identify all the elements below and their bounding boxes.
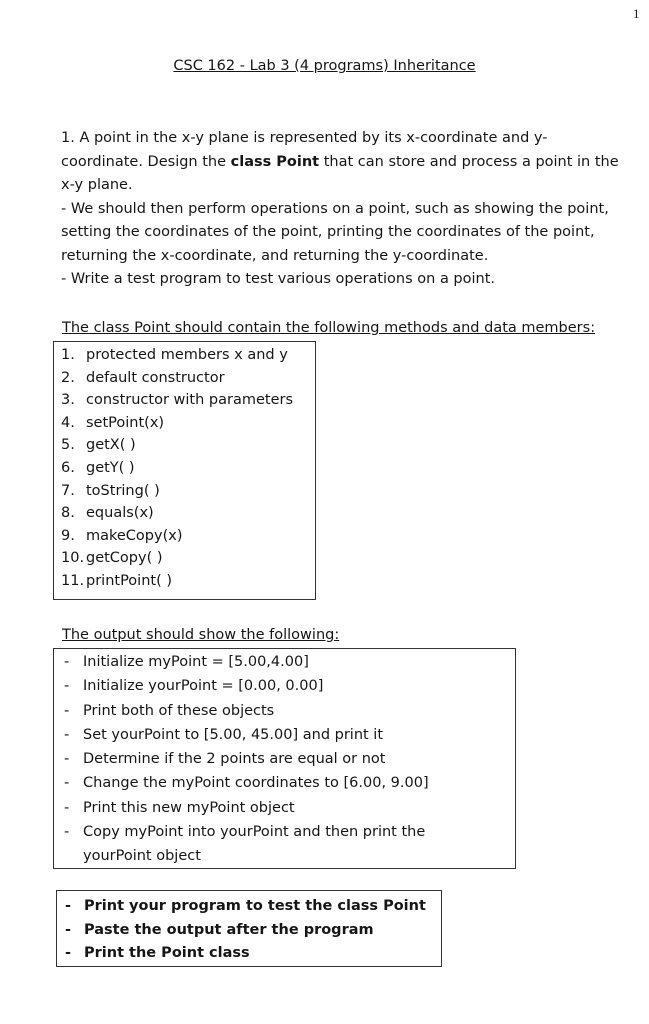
class-members-heading: The class Point should contain the following methods and data members: xyxy=(62,320,596,336)
description-line: 1. A point in the x-y plane is represented by its x-coordinate and y- xyxy=(61,130,548,146)
member-item: 1. protected members x and y xyxy=(61,347,288,363)
description-line: - Write a test program to test various operations on a point. xyxy=(61,271,496,287)
problem-description xyxy=(61,127,641,292)
output-heading: The output should show the following: xyxy=(62,627,340,643)
member-item: 6. getY( ) xyxy=(61,459,135,476)
output-item: - Initialize myPoint = [5.00,4.00] xyxy=(64,654,309,670)
member-item: 8. equals(x) xyxy=(61,505,154,522)
task-item: - Print the Point class xyxy=(65,945,250,961)
member-item: 10. getCopy( ) xyxy=(61,550,163,567)
description-line: - We should then perform operations on a point, such as showing the point, xyxy=(61,200,609,217)
document-title: CSC 162 - Lab 3 (4 programs) Inheritance xyxy=(173,58,476,74)
member-item: 3. constructor with parameters xyxy=(61,392,294,409)
submission-tasks-list xyxy=(57,895,441,966)
page-number: 1 xyxy=(633,6,640,21)
submission-tasks-box xyxy=(56,890,442,967)
description-line: setting the coordinates of the point, printing the coordinates of the point, xyxy=(61,224,595,240)
task-item: - Paste the output after the program xyxy=(65,921,374,938)
output-item: - Change the myPoint coordinates to [6.00, 9.00] xyxy=(64,775,429,792)
output-requirements-box xyxy=(53,648,516,869)
description-line: x-y plane. xyxy=(61,177,133,193)
output-item: yourPoint object xyxy=(83,848,201,865)
output-requirements-list xyxy=(56,650,515,869)
task-item: - Print your program to test the class Point xyxy=(65,898,426,914)
class-members-list xyxy=(61,344,315,593)
class-point-bold: class Point xyxy=(230,153,320,170)
member-item: 7. toString( ) xyxy=(61,482,160,499)
class-members-box xyxy=(53,341,316,600)
member-item: 2. default constructor xyxy=(61,369,225,386)
output-item: - Print this new myPoint object xyxy=(64,799,295,816)
description-line: coordinate. Design the class Point that can store and process a point in the xyxy=(61,153,619,170)
member-item: 11. printPoint( ) xyxy=(61,572,172,589)
member-item: 4. setPoint(x) xyxy=(61,414,165,431)
output-item: - Copy myPoint into yourPoint and then print the xyxy=(64,824,426,841)
member-item: 5. getX( ) xyxy=(61,437,136,454)
member-item: 9. makeCopy(x) xyxy=(61,527,183,544)
output-item: - Determine if the 2 points are equal or not xyxy=(64,751,386,768)
output-item: - Print both of these objects xyxy=(64,702,275,719)
output-item: - Set yourPoint to [5.00, 45.00] and print it xyxy=(64,726,384,743)
description-line: returning the x-coordinate, and returning the y-coordinate. xyxy=(61,247,489,264)
output-item: - Initialize yourPoint = [0.00, 0.00] xyxy=(64,678,324,695)
